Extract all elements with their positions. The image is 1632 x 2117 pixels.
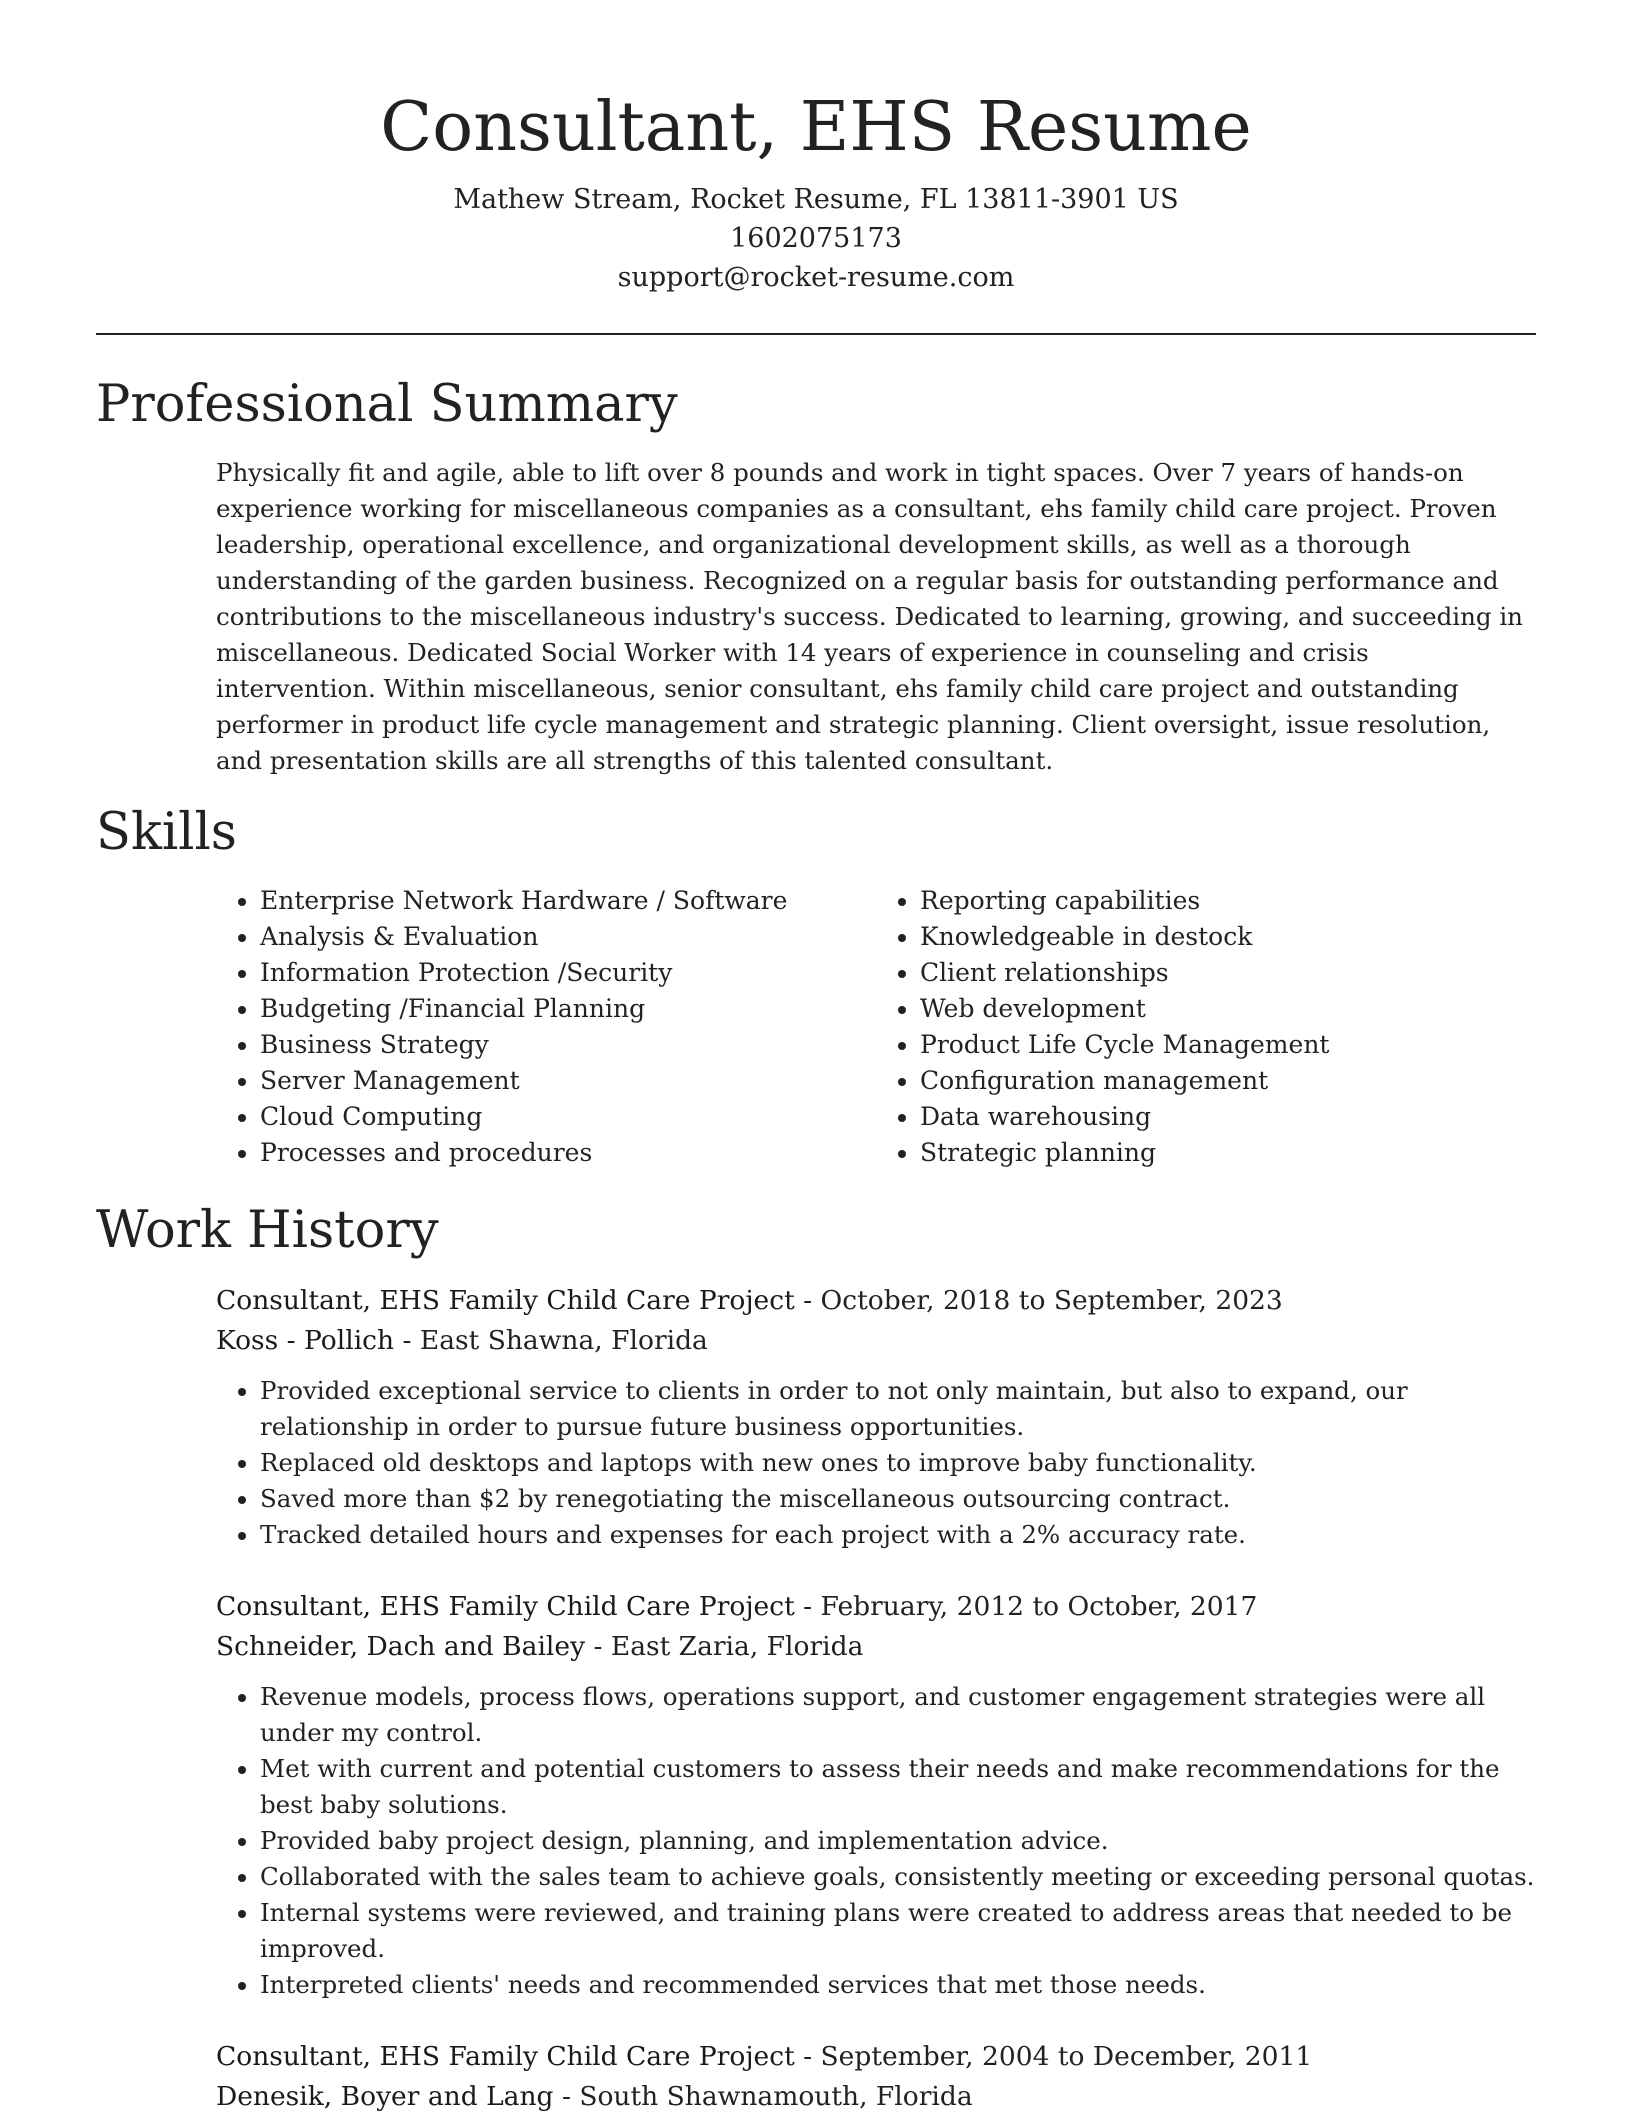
skill-item: • Processes and procedures	[260, 1135, 876, 1171]
skill-item: • Server Management	[260, 1063, 876, 1099]
job-title: Consultant, EHS Family Child Care Project	[216, 1285, 795, 1316]
job-company-line	[216, 2077, 1536, 2117]
skill-item: • Web development	[920, 991, 1536, 1027]
skill-item: • Knowledgeable in destock	[920, 919, 1536, 955]
job-company: Koss - Pollich	[216, 1325, 395, 1356]
job-bullet: • Interpreted clients' needs and recommended services that met those needs.	[260, 1967, 1536, 2003]
job-entry	[216, 2037, 1536, 2117]
contact-address: Mathew Stream, Rocket Resume, FL 13811-3901 US	[453, 184, 1179, 215]
job-title: Consultant, EHS Family Child Care Project	[216, 1591, 795, 1622]
skills-list	[216, 883, 1536, 1171]
contact-phone: 1602075173	[730, 223, 902, 254]
skill-item: • Cloud Computing	[260, 1099, 876, 1135]
job-title-line	[216, 1281, 1536, 1321]
job-dates: - October, 2018 to September, 2023	[794, 1285, 1283, 1316]
skill-item: • Budgeting /Financial Planning	[260, 991, 876, 1027]
resume-title: Consultant, EHS Resume	[380, 88, 1252, 167]
skills-heading: Skills	[96, 803, 237, 862]
job-location: - South Shawnamouth, Florida	[553, 2081, 973, 2112]
job-bullet: • Tracked detailed hours and expenses for each project with a 2% accuracy rate.	[260, 1517, 1536, 1553]
summary-text: Physically fit and agile, able to lift over 8 pounds and work in tight spaces. Over 7 years of hands-on experience working for miscellaneous companies as a consultant, ehs family child care project. Proven leadership, operational excellence, and organizational development skills, as well as a thorough understanding of the garden business. Recognized on a regular basis for outstanding performance and contributions to the miscellaneous industry's success. Dedicated to learning, growing, and succeeding in miscellaneous. Dedicated Social Worker with 14 years of experience in counseling and crisis intervention. Within miscellaneous, senior consultant, ehs family child care project and outstanding performer in product life cycle management and strategic planning. Client oversight, issue resolution, and presentation skills are all strengths of this talented consultant.	[216, 458, 1523, 775]
skill-item: • Client relationships	[920, 955, 1536, 991]
skill-item: • Analysis & Evaluation	[260, 919, 876, 955]
job-title: Consultant, EHS Family Child Care Project	[216, 2041, 795, 2072]
header-divider	[96, 333, 1536, 335]
job-bullet: • Internal systems were reviewed, and training plans were created to address areas that needed to be improved.	[260, 1895, 1536, 1967]
job-title-line	[216, 2037, 1536, 2077]
job-bullet: • Collaborated with the sales team to achieve goals, consistently meeting or exceeding personal quotas.	[260, 1859, 1536, 1895]
skill-item: • Configuration management	[920, 1063, 1536, 1099]
job-title-line	[216, 1587, 1536, 1627]
job-company: Schneider, Dach and Bailey	[216, 1631, 586, 1662]
job-bullet: • Provided baby project design, planning, and implementation advice.	[260, 1823, 1536, 1859]
skill-item: • Information Protection /Security	[260, 955, 876, 991]
job-company-line	[216, 1321, 1536, 1361]
job-bullet: • Replaced old desktops and laptops with new ones to improve baby functionality.	[260, 1445, 1536, 1481]
job-dates: - February, 2012 to October, 2017	[794, 1591, 1258, 1622]
job-bullets	[216, 1679, 1536, 2003]
skill-item: • Reporting capabilities	[920, 883, 1536, 919]
resume-page	[96, 0, 1536, 2117]
job-location: - East Shawna, Florida	[394, 1325, 708, 1356]
skill-item: • Product Life Cycle Management	[920, 1027, 1536, 1063]
contact-block	[96, 180, 1536, 297]
job-company-line	[216, 1627, 1536, 1667]
skill-item: • Data warehousing	[920, 1099, 1536, 1135]
job-bullets	[216, 1373, 1536, 1553]
job-company: Denesik, Boyer and Lang	[216, 2081, 554, 2112]
job-bullet: • Revenue models, process flows, operations support, and customer engagement strategies were all under my control.	[260, 1679, 1536, 1751]
skills-column-left	[216, 883, 876, 1171]
job-dates: - September, 2004 to December, 2011	[794, 2041, 1313, 2072]
contact-email: support@rocket-resume.com	[617, 262, 1015, 293]
skills-column-right	[876, 883, 1536, 1171]
job-bullet: • Met with current and potential customers to assess their needs and make recommendations for the best baby solutions.	[260, 1751, 1536, 1823]
skill-item: • Enterprise Network Hardware / Software	[260, 883, 876, 919]
job-entry	[216, 1281, 1536, 1553]
skill-item: • Strategic planning	[920, 1135, 1536, 1171]
job-location: - East Zaria, Florida	[585, 1631, 864, 1662]
job-bullet: • Provided exceptional service to clients in order to not only maintain, but also to expand, our relationship in order to pursue future business opportunities.	[260, 1373, 1536, 1445]
skill-item: • Business Strategy	[260, 1027, 876, 1063]
work-history-heading: Work History	[96, 1201, 439, 1260]
summary-heading: Professional Summary	[96, 375, 678, 434]
job-entry	[216, 1587, 1536, 2003]
job-bullet: • Saved more than $2 by renegotiating the miscellaneous outsourcing contract.	[260, 1481, 1536, 1517]
